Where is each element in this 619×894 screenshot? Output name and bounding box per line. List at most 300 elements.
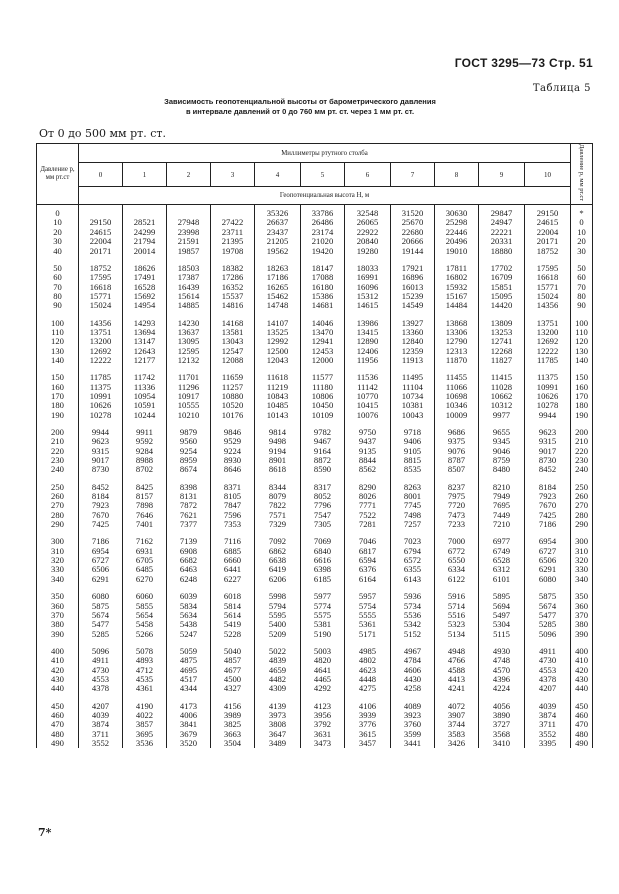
pressure-cell-left: 350 <box>37 592 79 601</box>
pressure-cell-right: 390 <box>571 630 593 639</box>
height-value-cell: 5323 <box>435 620 479 629</box>
height-value-cell: 5342 <box>391 620 435 629</box>
height-value-cell: 4911 <box>79 656 123 665</box>
height-value-cell: 12268 <box>479 347 525 356</box>
height-value-cell: 12840 <box>391 337 435 346</box>
height-value-cell: 4006 <box>167 711 211 720</box>
height-value-cell: 4207 <box>79 702 123 711</box>
height-value-cell: 12088 <box>211 356 255 365</box>
height-value-cell: 3647 <box>255 730 301 739</box>
height-value-cell: 7670 <box>79 511 123 520</box>
height-value-cell: 7923 <box>79 501 123 510</box>
height-value-cell: 16096 <box>345 283 391 292</box>
height-value-cell: 4748 <box>479 656 525 665</box>
height-value-cell: 11870 <box>435 356 479 365</box>
height-value-cell: 3568 <box>479 730 525 739</box>
height-value-cell: 12000 <box>301 356 345 365</box>
height-value-cell: 4820 <box>301 656 345 665</box>
height-value-cell: 7547 <box>301 511 345 520</box>
pressure-cell-left: 420 <box>37 666 79 675</box>
height-value-cell: 6616 <box>301 556 345 565</box>
height-value-cell: 10520 <box>211 401 255 410</box>
height-value-cell: 10450 <box>301 401 345 410</box>
height-value-cell <box>123 205 167 219</box>
height-value-cell: 7116 <box>211 537 255 546</box>
pressure-cell-right: 420 <box>571 666 593 675</box>
height-value-cell: 6638 <box>255 556 301 565</box>
height-value-cell: 12992 <box>255 337 301 346</box>
height-value-cell: 7822 <box>255 501 301 510</box>
height-value-cell: 6398 <box>301 565 345 574</box>
height-value-cell: 13253 <box>479 328 525 337</box>
height-value-cell: 7975 <box>435 492 479 501</box>
height-value-cell: 7046 <box>345 537 391 546</box>
height-value-cell: 6080 <box>525 575 571 584</box>
height-value-cell: 6376 <box>345 565 391 574</box>
height-value-cell: 3711 <box>525 720 571 729</box>
pressure-cell-right: 50 <box>571 264 593 273</box>
pressure-range-label: От 0 до 500 мм рт. ст. <box>39 127 166 140</box>
height-value-cell: 5794 <box>255 602 301 611</box>
height-value-cell: 16013 <box>391 283 435 292</box>
height-value-cell: 12222 <box>525 347 571 356</box>
height-value-cell: 8702 <box>123 465 167 474</box>
height-value-cell: 6185 <box>301 575 345 584</box>
height-value-cell: 5381 <box>301 620 345 629</box>
height-value-cell: 13415 <box>345 328 391 337</box>
height-value-cell: 14484 <box>435 301 479 310</box>
height-value-cell: 23711 <box>211 228 255 237</box>
height-value-cell: 4948 <box>435 647 479 656</box>
height-value-cell: 12692 <box>79 347 123 356</box>
height-value-cell: 19562 <box>255 247 301 256</box>
height-value-cell: 4967 <box>391 647 435 656</box>
pressure-cell-right: 20 <box>571 237 593 246</box>
height-value-cell: 14748 <box>255 301 301 310</box>
column-header-row <box>37 163 593 187</box>
height-value-cell: 11827 <box>479 356 525 365</box>
height-value-cell: 11659 <box>211 373 255 382</box>
height-value-cell: 5875 <box>79 602 123 611</box>
height-value-cell: 9655 <box>479 428 525 437</box>
height-value-cell: 17491 <box>123 273 167 282</box>
height-value-cell: 4448 <box>345 675 391 684</box>
height-value-cell: 4784 <box>391 656 435 665</box>
height-value-cell: 4123 <box>301 702 345 711</box>
height-value-cell: 6528 <box>479 556 525 565</box>
height-value-cell: 14549 <box>391 301 435 310</box>
height-value-cell: 5096 <box>79 647 123 656</box>
height-value-cell: 3520 <box>167 739 211 748</box>
height-value-cell: 6291 <box>525 565 571 574</box>
height-value-cell: 8290 <box>345 483 391 492</box>
height-value-cell: 4106 <box>345 702 391 711</box>
height-value-cell: 9467 <box>301 437 345 446</box>
height-value-cell: 4535 <box>123 675 167 684</box>
height-value-cell: 18503 <box>167 264 211 273</box>
height-value-cell: 32548 <box>345 205 391 219</box>
height-value-cell: 8815 <box>391 456 435 465</box>
height-value-cell: 12595 <box>167 347 211 356</box>
height-value-cell: 9284 <box>123 447 167 456</box>
height-value-cell: 3489 <box>255 739 301 748</box>
height-value-cell: 11495 <box>391 373 435 382</box>
height-value-cell: 5754 <box>345 602 391 611</box>
height-value-cell: 12222 <box>79 356 123 365</box>
pressure-cell-right: 240 <box>571 465 593 474</box>
height-value-cell: 21205 <box>255 237 301 246</box>
pressure-cell-right: 60 <box>571 273 593 282</box>
height-value-cell: 17286 <box>211 273 255 282</box>
height-value-cell: 6749 <box>479 547 525 556</box>
pressure-cell-left: 280 <box>37 511 79 520</box>
height-value-cell: 10278 <box>79 411 123 420</box>
height-value-cell: 18147 <box>301 264 345 273</box>
row-header-right-text: Давление p, мм рт.ст <box>578 144 586 202</box>
pressure-cell-left: 60 <box>37 273 79 282</box>
height-value-cell: 4378 <box>525 675 571 684</box>
height-value-cell: 6441 <box>211 565 255 574</box>
height-value-cell: 9750 <box>345 428 391 437</box>
height-value-cell: 9623 <box>79 437 123 446</box>
height-value-cell: 5497 <box>479 611 525 620</box>
height-value-cell: 14046 <box>301 319 345 328</box>
table-row <box>37 205 593 219</box>
geopotential-table-wrapper <box>36 143 592 748</box>
height-value-cell: 20331 <box>479 237 525 246</box>
height-value-cell: 4500 <box>211 675 255 684</box>
height-value-cell: 15537 <box>211 292 255 301</box>
height-value-cell: 8646 <box>211 465 255 474</box>
height-value-cell: 13694 <box>123 328 167 337</box>
height-value-cell: 3631 <box>301 730 345 739</box>
column-header: 9 <box>479 163 525 187</box>
height-value-cell: 15851 <box>479 283 525 292</box>
height-value-cell: 13095 <box>167 337 211 346</box>
height-value-cell: 4857 <box>211 656 255 665</box>
height-value-cell: 8184 <box>79 492 123 501</box>
height-value-cell: 11180 <box>301 383 345 392</box>
height-value-cell: 14230 <box>167 319 211 328</box>
pressure-cell-left: 290 <box>37 520 79 529</box>
height-value-cell: 5285 <box>79 630 123 639</box>
height-value-cell: 3841 <box>167 720 211 729</box>
height-value-cell: 3615 <box>345 730 391 739</box>
height-value-cell: 4241 <box>435 684 479 693</box>
height-value-cell: 5555 <box>345 611 391 620</box>
height-value-cell: 6727 <box>79 556 123 565</box>
height-value-cell: 3410 <box>479 739 525 748</box>
pressure-cell-left: 140 <box>37 356 79 365</box>
height-value-cell: 4156 <box>211 702 255 711</box>
height-value-cell: 3583 <box>435 730 479 739</box>
height-value-cell: 27948 <box>167 218 211 227</box>
height-value-cell: 24299 <box>123 228 167 237</box>
pressure-cell-right: 350 <box>571 592 593 601</box>
height-value-cell: 17811 <box>435 264 479 273</box>
height-value-cell: 10991 <box>79 392 123 401</box>
pressure-cell-left: 340 <box>37 575 79 584</box>
height-value-cell: 8317 <box>301 483 345 492</box>
height-value-cell: 8730 <box>525 456 571 465</box>
height-value-cell: 9046 <box>479 447 525 456</box>
height-value-cell: 20496 <box>435 237 479 246</box>
height-value-cell: 10626 <box>79 401 123 410</box>
height-value-cell: 23998 <box>167 228 211 237</box>
height-value-cell: 6143 <box>391 575 435 584</box>
height-value-cell: 4089 <box>391 702 435 711</box>
height-value-cell: 6506 <box>525 556 571 565</box>
height-value-cell: 3890 <box>479 711 525 720</box>
height-value-cell: 5285 <box>525 620 571 629</box>
row-header-right <box>571 144 593 205</box>
height-value-cell: 7898 <box>123 501 167 510</box>
height-value-cell: 11066 <box>435 383 479 392</box>
height-value-cell: 6334 <box>435 565 479 574</box>
height-value-cell: 7498 <box>391 511 435 520</box>
height-value-cell: 27422 <box>211 218 255 227</box>
height-value-cell: 12643 <box>123 347 167 356</box>
height-value-cell: 23174 <box>301 228 345 237</box>
pressure-cell-right: 410 <box>571 656 593 665</box>
height-value-cell: 12359 <box>391 347 435 356</box>
height-value-cell: 8344 <box>255 483 301 492</box>
height-value-cell: 7796 <box>301 501 345 510</box>
height-value-cell: 7473 <box>435 511 479 520</box>
height-value-cell: 9135 <box>345 447 391 456</box>
height-value-cell: 8674 <box>167 465 211 474</box>
height-value-cell: 5400 <box>255 620 301 629</box>
pressure-cell-right: 230 <box>571 456 593 465</box>
height-value-cell: 9017 <box>79 456 123 465</box>
height-value-cell: 16352 <box>211 283 255 292</box>
height-value-cell: 5096 <box>525 630 571 639</box>
height-value-cell: 8184 <box>525 483 571 492</box>
height-value-cell: 18033 <box>345 264 391 273</box>
height-value-cell: 26637 <box>255 218 301 227</box>
pressure-cell-left: 240 <box>37 465 79 474</box>
pressure-cell-right: 330 <box>571 565 593 574</box>
height-value-cell: 22922 <box>345 228 391 237</box>
height-value-cell: 6840 <box>301 547 345 556</box>
height-value-cell: 11785 <box>79 373 123 382</box>
height-value-cell: 10662 <box>479 392 525 401</box>
height-value-cell: 10555 <box>167 401 211 410</box>
height-value-cell: 17387 <box>167 273 211 282</box>
table-row <box>37 247 593 256</box>
height-value-cell: 7522 <box>345 511 391 520</box>
height-value-cell: 5040 <box>211 647 255 656</box>
height-value-cell: 28521 <box>123 218 167 227</box>
pressure-cell-left: 200 <box>37 428 79 437</box>
height-value-cell: 5438 <box>167 620 211 629</box>
height-value-cell: 11618 <box>255 373 301 382</box>
pressure-cell-right: 250 <box>571 483 593 492</box>
height-value-cell: 13200 <box>79 337 123 346</box>
height-value-cell: 4893 <box>123 656 167 665</box>
height-value-cell: 8452 <box>79 483 123 492</box>
height-value-cell: 15386 <box>301 292 345 301</box>
pressure-cell-right: 210 <box>571 437 593 446</box>
pressure-cell-left: 90 <box>37 301 79 310</box>
mm-header: Миллиметры ртутного столба <box>79 144 571 163</box>
height-value-cell: 7923 <box>525 492 571 501</box>
table-row <box>37 465 593 474</box>
height-value-cell: 5634 <box>167 611 211 620</box>
height-value-cell: 4139 <box>255 702 301 711</box>
pressure-cell-right: * <box>571 205 593 219</box>
height-value-cell: 26486 <box>301 218 345 227</box>
height-value-cell: 15692 <box>123 292 167 301</box>
height-value-cell: 5266 <box>123 630 167 639</box>
height-value-cell: 19144 <box>391 247 435 256</box>
pressure-cell-right: 400 <box>571 647 593 656</box>
height-value-cell: 5458 <box>123 620 167 629</box>
height-value-cell: 4344 <box>167 684 211 693</box>
height-value-cell: 7425 <box>79 520 123 529</box>
height-value-cell: 8398 <box>167 483 211 492</box>
height-value-cell: 4482 <box>255 675 301 684</box>
height-value-cell: 4875 <box>167 656 211 665</box>
column-header: 2 <box>167 163 211 187</box>
height-value-cell: 4517 <box>167 675 211 684</box>
pressure-cell-right: 340 <box>571 575 593 584</box>
height-value-cell: 6463 <box>167 565 211 574</box>
height-value-cell: 4361 <box>123 684 167 693</box>
height-value-cell: 9623 <box>525 428 571 437</box>
height-value-cell: 3504 <box>211 739 255 748</box>
height-value-cell: 3441 <box>391 739 435 748</box>
height-value-cell: 6794 <box>391 547 435 556</box>
height-value-cell: 9782 <box>301 428 345 437</box>
height-value-cell: 6039 <box>167 592 211 601</box>
height-value-cell: 3473 <box>301 739 345 748</box>
height-value-cell: 8237 <box>435 483 479 492</box>
table-row <box>37 520 593 529</box>
height-value-cell: 11219 <box>255 383 301 392</box>
pressure-cell-right: 70 <box>571 283 593 292</box>
pressure-cell-right: 100 <box>571 319 593 328</box>
height-value-cell: 4677 <box>211 666 255 675</box>
height-value-cell: 14356 <box>525 301 571 310</box>
height-value-cell: 10806 <box>301 392 345 401</box>
height-value-cell: 5774 <box>301 602 345 611</box>
height-value-cell: 10991 <box>525 383 571 392</box>
geo-header: Геопотенциальная высота H, м <box>79 187 571 205</box>
height-value-cell: 18752 <box>79 264 123 273</box>
height-value-cell: 3552 <box>525 730 571 739</box>
height-value-cell: 3776 <box>345 720 391 729</box>
height-value-cell: 29847 <box>479 205 525 219</box>
pressure-cell-right: 90 <box>571 301 593 310</box>
height-value-cell: 4275 <box>345 684 391 693</box>
pressure-cell-right: 370 <box>571 611 593 620</box>
height-value-cell: 7720 <box>435 501 479 510</box>
pressure-cell-left: 50 <box>37 264 79 273</box>
height-value-cell: 21794 <box>123 237 167 246</box>
height-value-cell: 10485 <box>255 401 301 410</box>
column-header: 7 <box>391 163 435 187</box>
height-value-cell: 29150 <box>525 205 571 219</box>
column-header: 0 <box>79 163 123 187</box>
height-value-cell: 5190 <box>301 630 345 639</box>
height-value-cell: 5998 <box>255 592 301 601</box>
height-value-cell: 5304 <box>479 620 525 629</box>
height-value-cell: 9814 <box>255 428 301 437</box>
height-value-cell: 11577 <box>301 373 345 382</box>
height-value-cell: 8930 <box>211 456 255 465</box>
height-value-cell: 8787 <box>435 456 479 465</box>
height-value-cell: 4378 <box>79 684 123 693</box>
height-value-cell: 9345 <box>479 437 525 446</box>
height-value-cell: 13306 <box>435 328 479 337</box>
height-value-cell: 11701 <box>167 373 211 382</box>
height-value-cell: 18382 <box>211 264 255 273</box>
height-value-cell: 5115 <box>479 630 525 639</box>
height-value-cell: 22221 <box>479 228 525 237</box>
height-value-cell: 9944 <box>79 428 123 437</box>
height-value-cell: 5614 <box>211 611 255 620</box>
height-value-cell: 12547 <box>211 347 255 356</box>
pressure-cell-right: 380 <box>571 620 593 629</box>
column-header: 5 <box>301 163 345 187</box>
height-value-cell: 8535 <box>391 465 435 474</box>
height-value-cell: 7069 <box>301 537 345 546</box>
height-value-cell: 7571 <box>255 511 301 520</box>
height-value-cell: 10843 <box>255 392 301 401</box>
height-value-cell: 8157 <box>123 492 167 501</box>
table-body <box>37 205 593 749</box>
height-value-cell: 5003 <box>301 647 345 656</box>
height-value-cell: 5228 <box>211 630 255 639</box>
pressure-cell-left: 130 <box>37 347 79 356</box>
height-value-cell: 9977 <box>479 411 525 420</box>
height-value-cell: 19420 <box>301 247 345 256</box>
height-value-cell: 9105 <box>391 447 435 456</box>
height-value-cell: 17088 <box>301 273 345 282</box>
height-value-cell: 4766 <box>435 656 479 665</box>
height-value-cell: 10043 <box>391 411 435 420</box>
height-value-cell: 5209 <box>255 630 301 639</box>
pressure-cell-left: 450 <box>37 702 79 711</box>
height-value-cell: 3874 <box>525 711 571 720</box>
height-value-cell: 5419 <box>211 620 255 629</box>
height-value-cell: 8210 <box>479 483 525 492</box>
height-value-cell: 8001 <box>391 492 435 501</box>
height-value-cell: 7023 <box>391 537 435 546</box>
gost-page-header: ГОСТ 3295—73 Стр. 51 <box>454 56 593 70</box>
height-value-cell: 15614 <box>167 292 211 301</box>
column-header: 3 <box>211 163 255 187</box>
height-value-cell: 4430 <box>391 675 435 684</box>
height-value-cell: 7670 <box>525 501 571 510</box>
height-value-cell: 4224 <box>479 684 525 693</box>
height-value-cell: 12941 <box>301 337 345 346</box>
height-value-cell: 8131 <box>167 492 211 501</box>
height-value-cell: 3599 <box>391 730 435 739</box>
height-value-cell: 3679 <box>167 730 211 739</box>
height-value-cell: 3744 <box>435 720 479 729</box>
height-value-cell: 3695 <box>123 730 167 739</box>
height-value-cell: 10880 <box>211 392 255 401</box>
height-value-cell: 6660 <box>211 556 255 565</box>
pressure-cell-right: 280 <box>571 511 593 520</box>
height-value-cell: 4327 <box>211 684 255 693</box>
table-row <box>37 630 593 639</box>
height-value-cell: 14168 <box>211 319 255 328</box>
height-value-cell: 6550 <box>435 556 479 565</box>
height-value-cell: 12790 <box>435 337 479 346</box>
